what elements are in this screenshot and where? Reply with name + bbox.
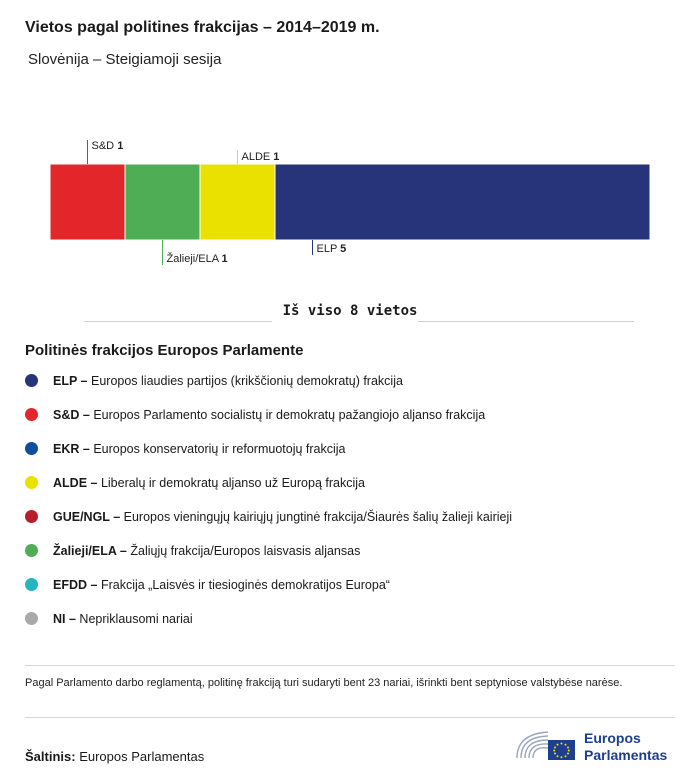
total-seats-label: Iš viso 8 vietos bbox=[282, 303, 418, 319]
legend-dot bbox=[25, 510, 38, 523]
legend-abbr: Žalieji/ELA – bbox=[53, 544, 127, 558]
legend-item-ekr bbox=[25, 441, 346, 457]
legend-text: Nepriklausomi nariai bbox=[79, 612, 193, 626]
legend-text: Europos konservatorių ir reformuotojų frakcija bbox=[93, 442, 346, 456]
total-divider-left bbox=[84, 321, 272, 322]
legend-dot bbox=[25, 408, 38, 421]
legend-text: Europos vieningųjų kairiųjų jungtinė frakcija/Šiaurės šalių žalieji kairieji bbox=[123, 510, 513, 524]
logo-text bbox=[584, 730, 667, 764]
logo-line-2: Parlamentas bbox=[584, 747, 668, 763]
source-value: Europos Parlamentas bbox=[79, 749, 205, 764]
total-divider-right bbox=[418, 321, 634, 322]
parliament-emblem-icon bbox=[514, 728, 578, 768]
legend-text: Frakcija „Laisvės ir tiesioginės demokratijos Europa“ bbox=[100, 578, 390, 592]
legend-abbr: ELP – bbox=[53, 374, 88, 388]
legend-dot bbox=[25, 374, 38, 387]
legend-abbr: EKR – bbox=[53, 442, 90, 456]
legend-text: Europos Parlamento socialistų ir demokratų pažangiojo aljanso frakcija bbox=[93, 408, 486, 422]
seat-bar-chart bbox=[0, 130, 700, 275]
footer-divider-bottom bbox=[25, 717, 675, 718]
legend-item-elp bbox=[25, 373, 403, 389]
legend-dot bbox=[25, 476, 38, 489]
legend-abbr: NI – bbox=[53, 612, 76, 626]
source-label: Šaltinis: bbox=[25, 749, 76, 764]
bar-segment-alde bbox=[200, 164, 275, 240]
data-label-s-d: S&D 1 bbox=[91, 140, 124, 152]
european-parliament-logo bbox=[514, 728, 679, 768]
footer-note: Pagal Parlamento darbo reglamentą, politinę frakciją turi sudaryti bent 23 nariai, išrinkti bent septyniose valstybėse narėse. bbox=[25, 677, 623, 689]
legend-dot bbox=[25, 442, 38, 455]
bar-segment-s-d bbox=[50, 164, 125, 240]
legend-abbr: S&D – bbox=[53, 408, 90, 422]
data-label-alde: ALDE 1 bbox=[241, 151, 280, 163]
chart-subtitle: Slovėnija – Steigiamoji sesija bbox=[28, 51, 222, 68]
legend-dot bbox=[25, 544, 38, 557]
source-line bbox=[25, 749, 204, 764]
legend-item-ni bbox=[25, 611, 193, 627]
footer-divider-top bbox=[25, 665, 675, 666]
legend-abbr: EFDD – bbox=[53, 578, 98, 592]
legend-abbr: ALDE – bbox=[53, 476, 98, 490]
legend-item-sd bbox=[25, 407, 485, 423]
bar-segment--alieji-ela bbox=[125, 164, 200, 240]
chart-title: Vietos pagal politines frakcijas – 2014–2019 m. bbox=[25, 19, 380, 36]
legend-item-alde bbox=[25, 475, 365, 491]
legend-item-gue-ngl bbox=[25, 509, 512, 525]
legend-item-efdd bbox=[25, 577, 390, 593]
data-label-elp: ELP 5 bbox=[316, 243, 347, 255]
bar-segment-elp bbox=[275, 164, 650, 240]
legend-text: Liberalų ir demokratų aljanso už Europą frakcija bbox=[100, 476, 365, 490]
legend-abbr: GUE/NGL – bbox=[53, 510, 121, 524]
legend-item-greens-efa bbox=[25, 543, 360, 559]
legend-dot bbox=[25, 578, 38, 591]
data-label--alieji-ela: Žalieji/ELA 1 bbox=[166, 253, 228, 265]
legend-text: Europos liaudies partijos (krikščionių demokratų) frakcija bbox=[91, 374, 403, 388]
legend-dot bbox=[25, 612, 38, 625]
legend-text: Žaliųjų frakcija/Europos laisvasis aljansas bbox=[130, 544, 361, 558]
legend-title: Politinės frakcijos Europos Parlamente bbox=[25, 342, 304, 359]
logo-line-1: Europos bbox=[584, 730, 641, 746]
